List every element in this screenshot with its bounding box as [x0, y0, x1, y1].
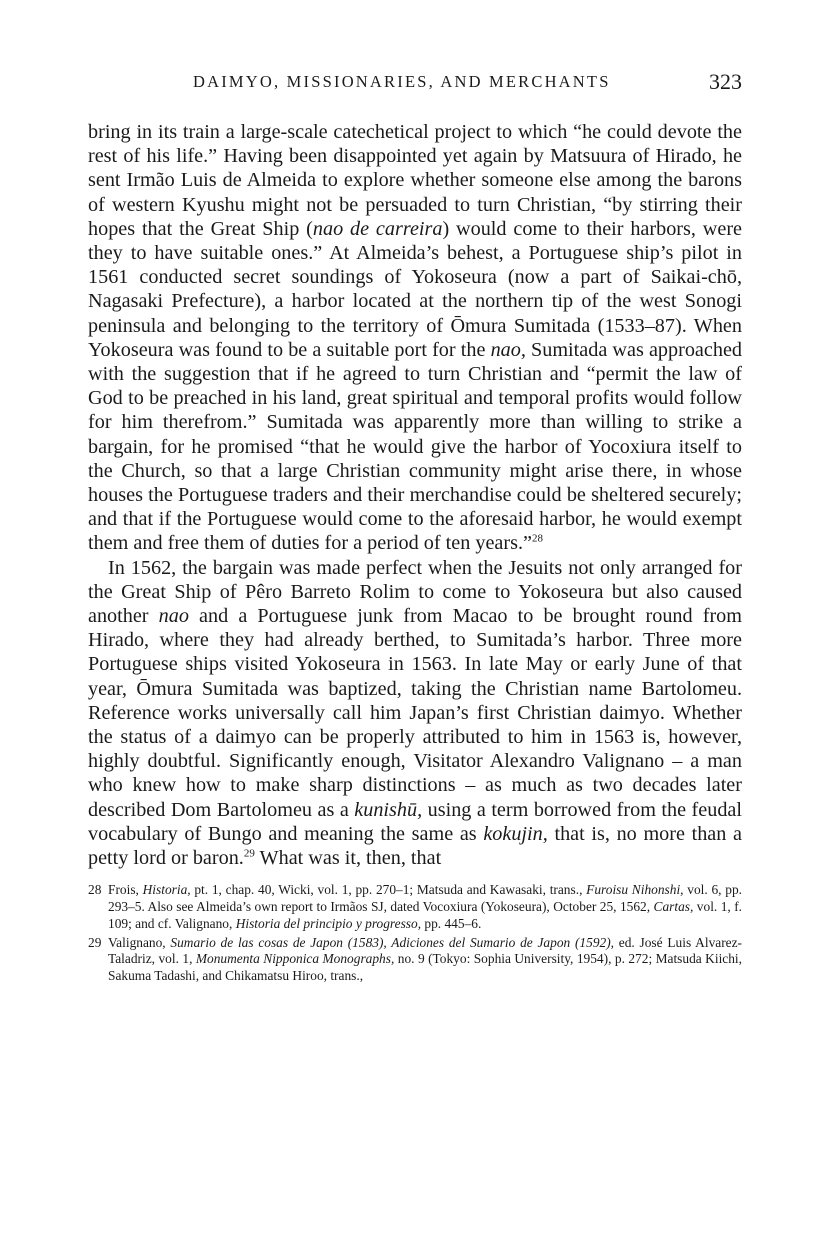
footnote-ref-28[interactable]: 28	[531, 532, 543, 545]
italic-run: Historia,	[142, 882, 191, 898]
italic-run: Cartas,	[653, 899, 694, 915]
footnotes	[88, 882, 742, 985]
italic-run: nao de carreira	[312, 217, 443, 240]
text-run: bring in its train a large-scale catechetical project to which “he could devote the rest of his life.” Having been disappointed yet again by Matsuura of Hirado, he sent Irmão Luis de Almeida to explore whether someone else among the barons of western Kyushu might not be persuaded to turn Christian, “by stirring their hopes that the Great Ship (	[88, 121, 742, 240]
text-run: ) would come to their harbors, were they to have suitable ones.” At Almeida’s behest, a Portuguese ship’s pilot in 1561 conducted secret soundings of Yokoseura (now a part of Saikai-chō, Nagasaki Prefecture), a harbor located at the northern tip of the west Sonogi peninsula and belonging to the territory of Ōmura Sumitada (1533–87). When Yokoseura was found to be a suitable port for the	[88, 217, 743, 361]
italic-run: Monumenta Nipponica Monographs,	[195, 951, 395, 967]
text-run: In 1562, the bargain was made perfect when the Jesuits not only arranged for the Great Ship of Pêro Barreto Rolim to come to Yokoseura but also caused another	[88, 556, 742, 628]
text-run: Frois,	[108, 882, 143, 898]
running-head-title: DAIMYO, MISSIONARIES, AND MERCHANTS	[193, 72, 611, 91]
text-run: pt. 1, chap. 40, Wicki, vol. 1, pp. 270–1; Matsuda and Kawasaki, trans.,	[190, 882, 587, 898]
text-run: Valignano,	[108, 934, 171, 950]
paragraph	[88, 120, 742, 556]
footnote-number: 29	[88, 934, 102, 950]
text-run: that is, no more than a petty lord or baron.	[88, 822, 742, 870]
italic-run: kunishū,	[354, 798, 423, 821]
text-run: and a Portuguese junk from Macao to be brought round from Hirado, where they had already berthed, to Sumitada’s harbor. Three more Portuguese ships visited Yokoseura in 1563. In late May or early June of that year, Ōmura Sumitada was baptized, taking the Christian name Bartolomeu. Reference works universally call him Japan’s first Christian daimyo. Whether the status of a daimyo can be properly attributed to him in 1563 is, however, highly doubtful. Significantly enough, Visitator Alexandro Valignano – a man who knew how to make sharp distinctions – as much as two decades later described Dom Bartolomeu as a	[88, 605, 742, 821]
page-number: 323	[709, 69, 742, 94]
text-run: Sumitada was approached with the suggestion that if he agreed to turn Christian and “permit the law of God to be preached in his land, great spiritual and temporal profits would follow for him therefrom.” Sumitada was apparently more than willing to strike a bargain, for he promised “that he would give the harbor of Yocoxiura itself to the Church, so that a large Christian community might arise there, in whose houses the Portuguese traders and their merchandise could be sheltered securely; and that if the Portuguese would come to the aforesaid harbor, he would exempt them and free them of duties for a period of ten years.”	[88, 338, 742, 555]
text-run: pp. 445–6.	[421, 915, 482, 931]
book-page	[88, 60, 742, 987]
italic-run: Furoisu Nihonshi,	[586, 882, 684, 898]
text-run: vol. 1, f. 109; and cf. Valignano,	[108, 899, 742, 931]
text-run: using a term borrowed from the feudal vocabulary of Bungo and meaning the same as	[88, 798, 742, 845]
italic-run: kokujin,	[483, 822, 548, 845]
italic-run: nao,	[490, 338, 526, 361]
text-run: vol. 6, pp. 293–5. Also see Almeida’s own report to Irmãos SJ, dated Vocoxiura (Yokoseura), October 25, 1562,	[108, 882, 742, 915]
text-run: no. 9 (Tokyo: Sophia University, 1954), p. 272; Matsuda Kiichi, Sakuma Tadashi, and Chikamatsu Hiroo, trans.,	[108, 951, 742, 984]
italic-run: nao	[158, 605, 189, 628]
text-run: ed. José Luis Alvarez-Taladriz, vol. 1,	[108, 934, 743, 967]
footnote-number: 28	[88, 882, 102, 898]
body-text	[88, 120, 742, 870]
italic-run: Historia del principio y progresso,	[235, 915, 422, 931]
running-head	[88, 60, 742, 100]
text-run: What was it, then, that	[254, 847, 442, 870]
italic-run: Sumario de las cosas de Japon (1583), Adiciones del Sumario de Japon (1592),	[170, 934, 615, 950]
paragraph	[88, 556, 742, 871]
footnote-ref-29[interactable]: 29	[243, 847, 255, 860]
footnote-28	[88, 882, 742, 932]
footnote-29	[88, 935, 742, 985]
